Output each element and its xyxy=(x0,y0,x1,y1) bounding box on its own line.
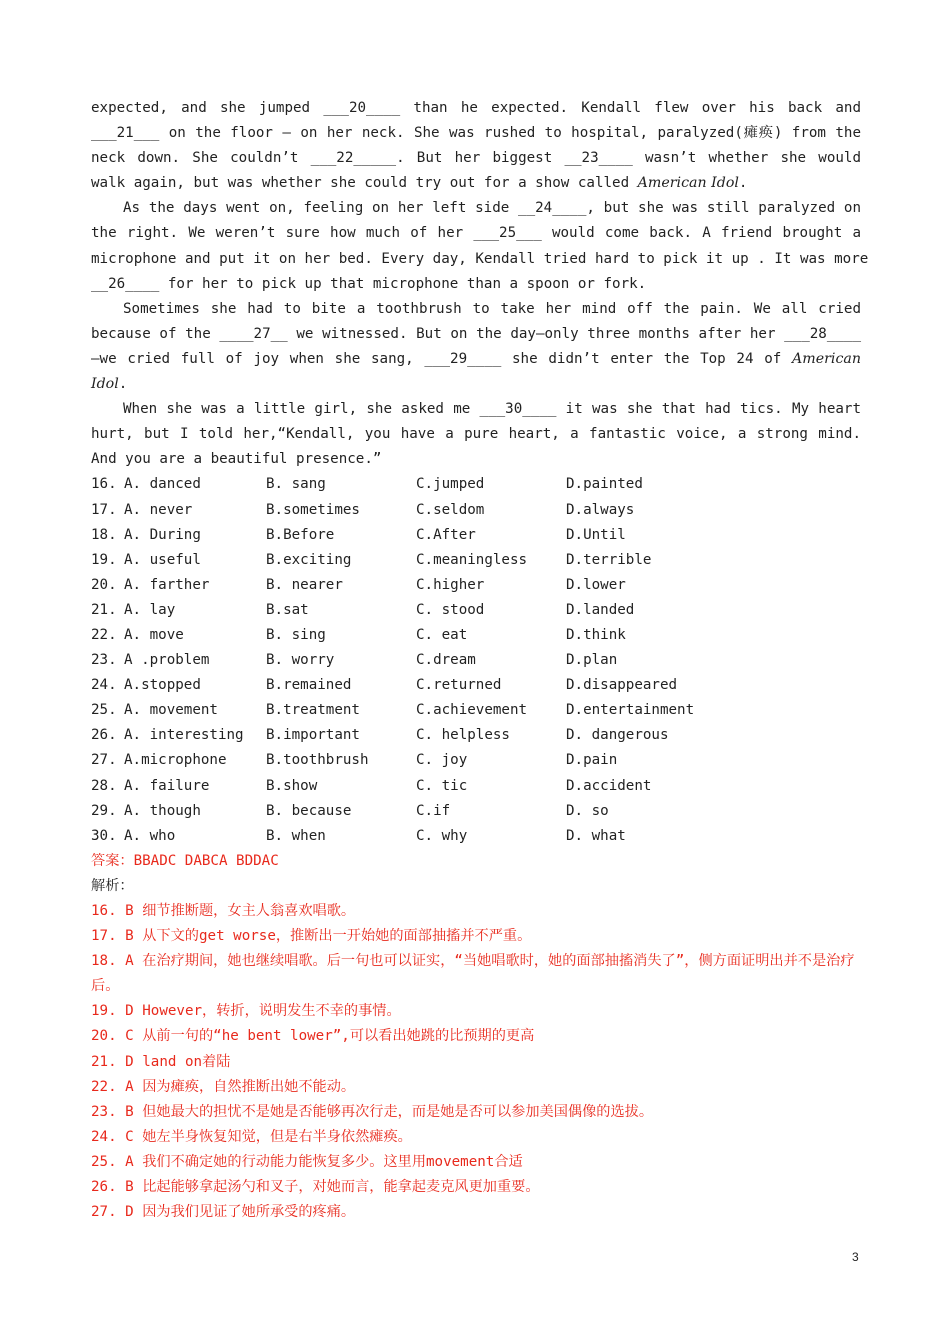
option-number: 20. xyxy=(91,576,117,593)
option-d: D.plan xyxy=(566,652,618,669)
option-d: D. dangerous xyxy=(566,727,669,744)
explanation-title: 解析： xyxy=(91,877,134,894)
passage-line: __26____ for her to pick up that microphone than a spoon or fork. xyxy=(91,275,647,292)
passage-line xyxy=(91,171,861,196)
passage-line: As the days went on, feeling on her left side __24____, but she was still paralyzed on xyxy=(123,200,861,217)
option-c: C.if xyxy=(416,802,451,819)
option-a: A.microphone xyxy=(124,752,227,769)
option-d: D.disappeared xyxy=(566,677,678,694)
option-row xyxy=(91,548,861,573)
option-row xyxy=(91,698,861,723)
option-row xyxy=(91,648,861,673)
option-b: B. when xyxy=(266,827,326,844)
option-d: D.accident xyxy=(566,777,652,794)
option-b: B.exciting xyxy=(266,551,352,568)
option-c: C.After xyxy=(416,526,476,543)
option-row xyxy=(91,799,861,824)
option-c: C.higher xyxy=(416,576,485,593)
option-number: 30. xyxy=(91,827,117,844)
option-b: B.Before xyxy=(266,526,335,543)
passage-line: the right. We weren’t sure how much of her ___25___ would come back. A friend brought a xyxy=(91,225,861,242)
passage-paragraph-1 xyxy=(91,96,861,196)
option-a: A. useful xyxy=(124,551,201,568)
show-title: American Idol xyxy=(637,175,739,192)
option-number: 29. xyxy=(91,802,117,819)
option-d: D.landed xyxy=(566,601,635,618)
option-a: A .problem xyxy=(124,652,210,669)
option-number: 26. xyxy=(91,727,117,744)
answer-key: 答案：BBADC DABCA BDDAC xyxy=(91,852,279,869)
explanation-item: 25. A 我们不确定她的行动能力能恢复多少。这里用movement合适 xyxy=(91,1153,523,1170)
option-number: 22. xyxy=(91,626,117,643)
option-b: B. worry xyxy=(266,652,335,669)
explanation-item: 22. A 因为瘫痪，自然推断出她不能动。 xyxy=(91,1078,356,1095)
explanation-item: 24. C 她左半身恢复知觉，但是右半身依然瘫痪。 xyxy=(91,1128,412,1145)
option-b: B. sang xyxy=(266,476,326,493)
option-b: B. nearer xyxy=(266,576,343,593)
show-title: Idol xyxy=(91,376,119,393)
option-d: D.entertainment xyxy=(566,702,695,719)
passage-text: walk again, but was whether she could try out for a show called xyxy=(91,175,638,192)
option-a: A. interesting xyxy=(124,727,244,744)
option-row xyxy=(91,573,861,598)
explanation-item: 16. B 细节推断题，女主人翁喜欢唱歌。 xyxy=(91,903,356,919)
option-c: C. tic xyxy=(416,777,468,794)
option-d: D.terrible xyxy=(566,551,652,568)
option-a: A. farther xyxy=(124,576,210,593)
passage-paragraph-2 xyxy=(91,196,869,296)
option-number: 25. xyxy=(91,702,117,719)
option-c: C. joy xyxy=(416,752,468,769)
option-number: 17. xyxy=(91,501,117,518)
option-a: A. move xyxy=(124,626,184,643)
passage-line: neck down. She couldn’t ___22_____. But her biggest __23____ wasn’t whether she would xyxy=(91,150,861,167)
passage-text: . xyxy=(738,175,748,192)
option-a: A. movement xyxy=(124,702,218,719)
option-c: C.achievement xyxy=(416,702,528,719)
document-page xyxy=(91,96,869,1225)
explanation-item: 20. C 从前一句的“he bent lower”,可以看出她跳的比预期的更高 xyxy=(91,1028,535,1045)
option-d: D.always xyxy=(566,501,635,518)
option-d: D.Until xyxy=(566,526,626,543)
passage-line: When she was a little girl, she asked me ___30____ it was she that had tics. My heart xyxy=(123,401,861,418)
option-a: A. who xyxy=(124,827,176,844)
option-b: B.toothbrush xyxy=(266,752,369,769)
option-d: D.think xyxy=(566,626,626,643)
option-number: 23. xyxy=(91,652,117,669)
option-row xyxy=(91,774,861,799)
option-c: C.jumped xyxy=(416,476,485,493)
option-row xyxy=(91,472,861,497)
option-number: 28. xyxy=(91,777,117,794)
page-number: 3 xyxy=(852,1250,859,1264)
option-b: B.treatment xyxy=(266,702,360,719)
passage-line: ___21___ on the floor — on her neck. She was rushed to hospital, paralyzed(瘫痪) from the xyxy=(91,125,861,142)
option-c: C.dream xyxy=(416,652,476,669)
option-number: 21. xyxy=(91,601,117,618)
option-number: 16. xyxy=(91,476,117,493)
option-a: A. failure xyxy=(124,777,210,794)
show-title: American xyxy=(792,350,861,367)
passage-text: —we cried full of joy when she sang, ___29____ she didn’t enter the Top 24 of xyxy=(91,350,793,367)
option-c: C. helpless xyxy=(416,727,510,744)
option-a: A. During xyxy=(124,526,201,543)
option-c: C.returned xyxy=(416,677,502,694)
option-d: D. so xyxy=(566,802,609,819)
explanation-item: 19. D However，转折，说明发生不幸的事情。 xyxy=(91,1003,401,1020)
passage-paragraph-4 xyxy=(91,397,861,472)
option-number: 24. xyxy=(91,677,117,694)
passage-line xyxy=(91,347,861,372)
option-row xyxy=(91,498,861,523)
explanation-item: 27. D 因为我们见证了她所承受的疼痛。 xyxy=(91,1204,356,1221)
option-c: C.meaningless xyxy=(416,551,528,568)
option-row xyxy=(91,523,861,548)
option-a: A. never xyxy=(124,501,193,518)
option-b: B. because xyxy=(266,802,352,819)
passage-line: hurt, but I told her,“Kendall, you have a pure heart, a fantastic voice, a strong mind. xyxy=(91,426,861,443)
option-row xyxy=(91,623,861,648)
option-row xyxy=(91,824,861,849)
explanations-list xyxy=(91,899,861,1225)
option-b: B.remained xyxy=(266,677,352,694)
option-a: A. danced xyxy=(124,476,201,493)
option-a: A. though xyxy=(124,802,201,819)
passage-line: because of the ____27__ we witnessed. But on the day—only three months after her ___28____ xyxy=(91,325,861,342)
option-d: D.painted xyxy=(566,476,643,493)
passage-line: Sometimes she had to bite a toothbrush to take her mind off the pain. We all cried xyxy=(123,300,861,317)
option-b: B. sing xyxy=(266,626,326,643)
option-b: B.show xyxy=(266,777,318,794)
option-c: C.seldom xyxy=(416,501,485,518)
option-b: B.important xyxy=(266,727,360,744)
passage-line xyxy=(91,372,861,397)
option-c: C. stood xyxy=(416,601,485,618)
option-row xyxy=(91,748,861,773)
passage-line: And you are a beautiful presence.” xyxy=(91,451,382,468)
passage-paragraph-3 xyxy=(91,297,861,397)
option-b: B.sometimes xyxy=(266,501,360,518)
option-b: B.sat xyxy=(266,601,309,618)
explanation-item: 23. B 但她最大的担忧不是她是否能够再次行走，而是她是否可以参加美国偶像的选拔。 xyxy=(91,1103,654,1120)
options-list xyxy=(91,472,861,848)
option-row xyxy=(91,673,861,698)
option-a: A. lay xyxy=(124,601,176,618)
option-number: 19. xyxy=(91,551,117,568)
option-d: D.lower xyxy=(566,576,626,593)
explanation-item: 18. A 在治疗期间，她也继续唱歌。后一句也可以证实，“当她唱歌时，她的面部抽搐消失了”，侧方面证明出并不是治疗后。 xyxy=(91,953,855,995)
explanation-item: 17. B 从下文的get worse，推断出一开始她的面部抽搐并不严重。 xyxy=(91,928,532,945)
option-row xyxy=(91,598,861,623)
option-number: 27. xyxy=(91,752,117,769)
option-c: C. eat xyxy=(416,626,468,643)
passage-text: . xyxy=(118,376,128,393)
explanation-item: 21. D land on着陆 xyxy=(91,1053,231,1070)
option-row xyxy=(91,723,861,748)
passage-line: expected, and she jumped ___20____ than he expected. Kendall flew over his back and xyxy=(91,100,861,116)
option-d: D.pain xyxy=(566,752,618,769)
explanation-item: 26. B 比起能够拿起汤勺和叉子，对她而言，能拿起麦克风更加重要。 xyxy=(91,1179,540,1196)
option-d: D. what xyxy=(566,827,626,844)
option-a: A.stopped xyxy=(124,677,201,694)
option-number: 18. xyxy=(91,526,117,543)
option-c: C. why xyxy=(416,827,468,844)
passage-line: microphone and put it on her bed. Every day, Kendall tried hard to pick it up . It was more xyxy=(91,250,869,267)
